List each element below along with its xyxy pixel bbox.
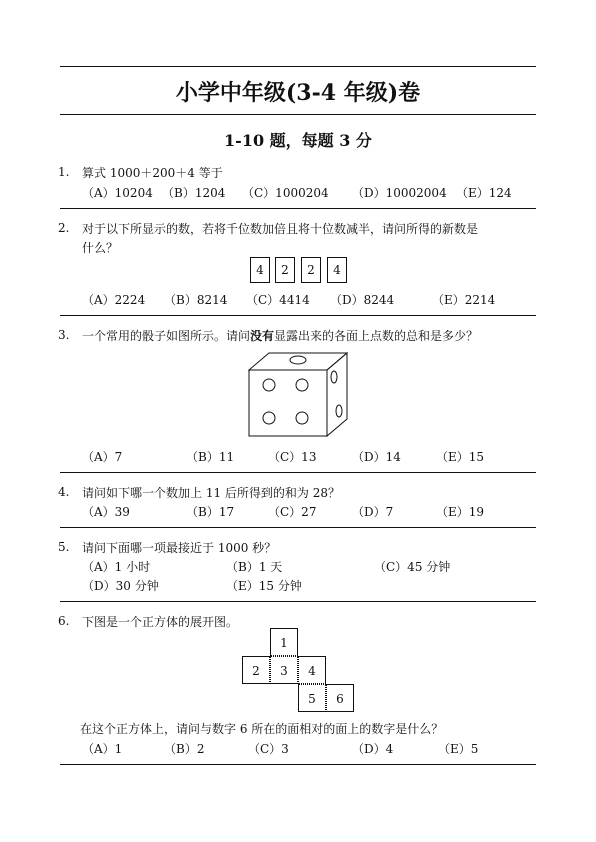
q5-option-c: （C）45 分钟	[374, 560, 451, 574]
q2-digit-box: 2	[301, 257, 321, 283]
net-face: 6	[326, 684, 354, 712]
q1-option-c: （C）1000204	[242, 186, 329, 200]
q3-text-before: 一个常用的骰子如图所示。请问	[82, 329, 251, 343]
q5-rule	[60, 601, 536, 602]
q2-option-d: （D）8244	[330, 293, 395, 307]
q3-option-b: （B）11	[186, 450, 235, 464]
q4-text: 请问如下哪一个数加上 11 后所得到的和为 28？	[82, 486, 340, 500]
q2-digit-box: 4	[250, 257, 270, 283]
q1-option-d: （D）10002004	[352, 186, 447, 200]
dice-side-pip	[336, 405, 342, 417]
q2-rule	[60, 315, 536, 316]
q4-option-d: （D）7	[352, 505, 394, 519]
top-rule	[60, 66, 536, 67]
dice-front-face	[249, 370, 327, 436]
q2-number: 2.	[58, 221, 70, 235]
net-face: 3	[270, 656, 298, 684]
q3-option-c: （C）13	[268, 450, 317, 464]
net-face: 1	[270, 628, 298, 656]
q1-number: 1.	[58, 165, 70, 179]
q4-rule	[60, 527, 536, 528]
title-rule	[60, 114, 536, 115]
q2-option-e: （E）2214	[432, 293, 496, 307]
section-subtitle: 1-10 题，每题 3 分	[224, 131, 372, 150]
q3-option-d: （D）14	[352, 450, 401, 464]
q1-rule	[60, 208, 536, 209]
q5-option-d: （D）30 分钟	[82, 579, 159, 593]
q1-option-e: （E）124	[456, 186, 512, 200]
cube-net-figure	[242, 628, 354, 712]
q5-option-a: （A）1 小时	[82, 560, 151, 574]
q5-option-b: （B）1 天	[226, 560, 283, 574]
q6-option-c: （C）3	[248, 742, 289, 756]
q3-text	[82, 327, 478, 346]
q4-option-c: （C）27	[268, 505, 317, 519]
q1-option-a: （A）10204	[82, 186, 153, 200]
q6-option-a: （A）1	[82, 742, 123, 756]
q4-option-e: （E）19	[436, 505, 485, 519]
q6-text-2: 在这个正方体上，请问与数字 6 所在的面相对的面上的数字是什么？	[80, 722, 444, 736]
q3-number: 3.	[58, 328, 70, 342]
q1-option-b: （B）1204	[162, 186, 226, 200]
q1-text: 算式 1000＋200＋4 等于	[82, 166, 223, 180]
dice-figure	[248, 352, 348, 438]
net-face: 4	[298, 656, 326, 684]
q6-number: 6.	[58, 614, 70, 628]
q2-digit-box: 4	[327, 257, 347, 283]
q6-text: 下图是一个正方体的展开图。	[82, 615, 239, 629]
q6-option-e: （E）5	[438, 742, 479, 756]
dice-front-pip	[296, 379, 308, 391]
net-face: 5	[298, 684, 326, 712]
q4-option-a: （A）39	[82, 505, 130, 519]
net-face: 2	[242, 656, 270, 684]
q2-option-b: （B）8214	[164, 293, 228, 307]
q5-number: 5.	[58, 540, 70, 554]
q6-option-b: （B）2	[164, 742, 205, 756]
dice-side-face	[327, 353, 347, 436]
page-title: 小学中年级(3-4 年级)卷	[175, 80, 421, 106]
dice-side-pip	[331, 371, 337, 383]
q4-option-b: （B）17	[186, 505, 235, 519]
dice-front-pip	[263, 412, 275, 424]
dice-front-pip	[296, 412, 308, 424]
q2-text-line2: 什么？	[82, 241, 119, 255]
q3-option-e: （E）15	[436, 450, 485, 464]
q3-text-after: 显露出来的各面上点数的总和是多少？	[274, 329, 479, 343]
q2-digit-box: 2	[275, 257, 295, 283]
q4-number: 4.	[58, 485, 70, 499]
q6-option-d: （D）4	[352, 742, 394, 756]
q3-option-a: （A）7	[82, 450, 123, 464]
q2-text-line1: 对于以下所显示的数，若将千位数加倍且将十位数减半，请问所得的新数是	[82, 222, 479, 236]
q5-option-e: （E）15 分钟	[226, 579, 302, 593]
dice-front-pip	[263, 379, 275, 391]
q2-option-a: （A）2224	[82, 293, 146, 307]
q3-text-emphasis: 没有	[250, 329, 275, 343]
dice-top-pip	[290, 356, 306, 364]
q3-rule	[60, 472, 536, 473]
q2-option-c: （C）4414	[246, 293, 310, 307]
q6-rule	[60, 764, 536, 765]
q5-text: 请问下面哪一项最接近于 1000 秒？	[82, 541, 277, 555]
